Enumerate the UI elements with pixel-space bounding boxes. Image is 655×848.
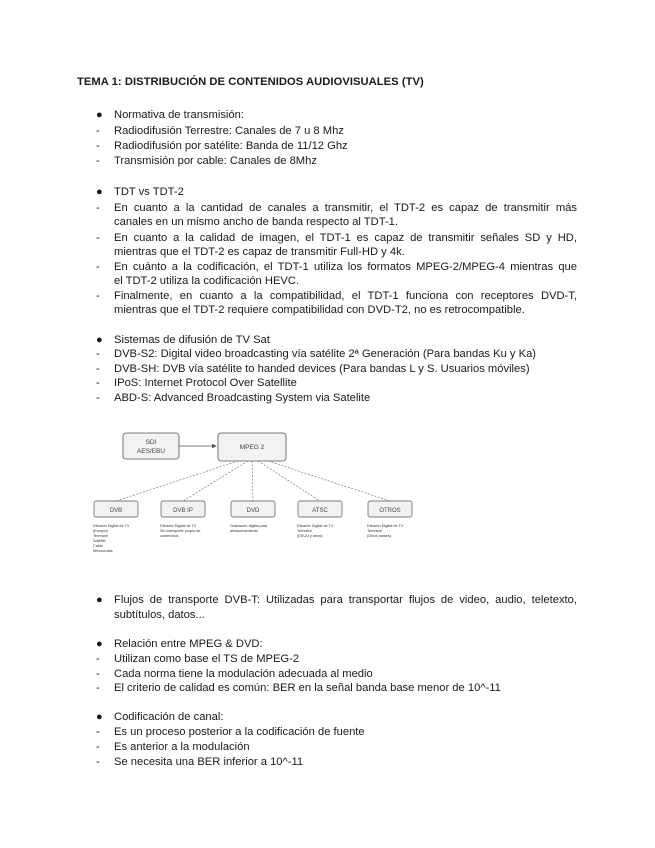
note-text: Microondas xyxy=(93,549,113,553)
dash-icon: - xyxy=(96,232,100,244)
note-text: contenidos xyxy=(160,534,179,538)
note-text: Satélite xyxy=(93,539,106,543)
bullet-icon: ● xyxy=(96,594,103,606)
distribution-diagram xyxy=(88,424,428,574)
source-label-1: SDI xyxy=(145,439,157,446)
dash-icon: - xyxy=(96,363,100,375)
note-text: Difusión Digital de TV xyxy=(93,524,130,528)
dash-icon: - xyxy=(96,125,100,137)
dash-icon: - xyxy=(96,377,100,389)
connector-dvb xyxy=(116,461,238,501)
dash-icon: - xyxy=(96,682,100,694)
dash-icon: - xyxy=(96,290,100,302)
connector-dvd xyxy=(252,461,253,501)
source-label-2: AES/EBU xyxy=(136,448,166,455)
dash-icon: - xyxy=(96,668,100,680)
note-text: Terrestre xyxy=(93,534,108,538)
note-text: Difusión Digital de TV xyxy=(367,524,404,528)
node-label: DVD xyxy=(246,508,260,514)
page-title: TEMA 1: DISTRIBUCIÓN DE CONTENIDOS AUDIOVISUALES (TV) xyxy=(77,76,424,88)
note-text: (EEUU y otros) xyxy=(297,534,323,538)
dash-icon: - xyxy=(96,726,100,738)
node-label: DVB IP xyxy=(173,508,193,514)
dash-icon: - xyxy=(96,155,100,167)
bullet-icon: ● xyxy=(96,109,103,121)
note-text: Sin transporte propio de xyxy=(160,529,201,533)
note-text: (Europa) xyxy=(93,529,108,533)
connector-dvb-ip xyxy=(183,461,248,501)
dash-icon: - xyxy=(96,202,100,214)
note-text: Grabación digital para xyxy=(230,524,268,528)
bullet-icon: ● xyxy=(96,711,103,723)
node-label: ATSC xyxy=(312,508,328,514)
node-dvb xyxy=(94,501,138,517)
note-text: Difusión Digital de TV xyxy=(160,524,197,528)
node-dvd xyxy=(231,501,275,517)
note-text: Cable xyxy=(93,544,103,548)
connector-otros xyxy=(268,461,390,501)
note-text: Terrestre xyxy=(297,529,312,533)
dash-icon: - xyxy=(96,348,100,360)
dash-icon: - xyxy=(96,261,100,273)
node-atsc xyxy=(298,501,342,517)
bullet-icon: ● xyxy=(96,334,103,346)
dash-icon: - xyxy=(96,741,100,753)
bullet-icon: ● xyxy=(96,186,103,198)
note-text: Difusión Digital de TV xyxy=(297,524,334,528)
dash-icon: - xyxy=(96,392,100,404)
bullet-icon: ● xyxy=(96,638,103,650)
dash-icon: - xyxy=(96,756,100,768)
dash-icon: - xyxy=(96,653,100,665)
note-text: (Otros países) xyxy=(367,534,392,538)
connector-atsc xyxy=(258,461,320,501)
mpeg-label: MPEG 2 xyxy=(239,444,265,451)
node-otros xyxy=(368,501,412,517)
node-label: DVB xyxy=(109,508,123,514)
node-label: OTROS xyxy=(379,508,401,514)
node-dvb-ip xyxy=(161,501,205,517)
dash-icon: - xyxy=(96,140,100,152)
note-text: Terrestre xyxy=(367,529,382,533)
document-page: TEMA 1: DISTRIBUCIÓN DE CONTENIDOS AUDIOVISUALES (TV) ● Normativa de transmisión: - Radiodifusión Terrestre: Canales de 7 u 8 Mhz - Radiodifusión por satélite: Banda de 11/12 Ghz - Transmisión por cable: Canales de 8Mhz ● TDT vs TDT-2 - En cuanto a la cantidad de canales a transmitir, el TDT-2 es capaz de transmitir más canales en un mismo ancho de banda respecto al TDT-1. - En cuanto a la calidad de imagen, el TDT-1 es capaz de transmitir señales SD y HD, mientras que el TDT-2 es capaz de transmitir Full-HD y 4k. - En cuánto a la codificación, el TDT-1 utiliza los formatos MPEG-2/MPEG-4 mientras que el TDT-2 utiliza la codificación HEVC. - Finalmente, en cuanto a la compatibilidad, el TDT-1 funciona con receptores DVD-T, mientras que el TDT-2 requiere compatibilidad con DVD-T2, no es retrocompatible. ● Sistemas de difusión de TV Sat - DVB-S2: Digital video broadcasting vía satélite 2ª Generación (Para bandas Ku y Ka) - DVB-SH: DVB vía satélite to handed devices (Para bandas L y S. Usuarios móviles) - IPoS: Internet Protocol Over Satellite - ABD-S: Advanced Broadcasting System via Satelite SDI AES/EBU MPEG 2 DVB DVB IP DVD ATSC OTROS Difusión Digital de TV (Europa) Terrestre Satélite Cable Microondas Difusión Digital de TV Sin transporte propio de contenidos Grabación digital para almacenamiento Difusión Digital de TV Terrestre (EEUU y otros) Difusión Digital de TV Terrestre (Otros países) ● Flujos de transporte DVB-T: Utilizadas para transportar flujos de video, audio, teletexto, subtítulos, datos... ● Relación entre MPEG & DVD: - Utilizan como base el TS de MPEG-2 - Cada norma tiene la modulación adecuada al medio - El criterio de calidad es común: BER en la señal banda base menor de 10^-11 ● Codificación de canal: - Es un proceso posterior a la codificación de fuente - Es anterior a la modulación - Se necesita una BER inferior a 10^-11 xyxy=(77,76,577,768)
source-box xyxy=(123,433,179,459)
note-text: almacenamiento xyxy=(230,529,258,533)
